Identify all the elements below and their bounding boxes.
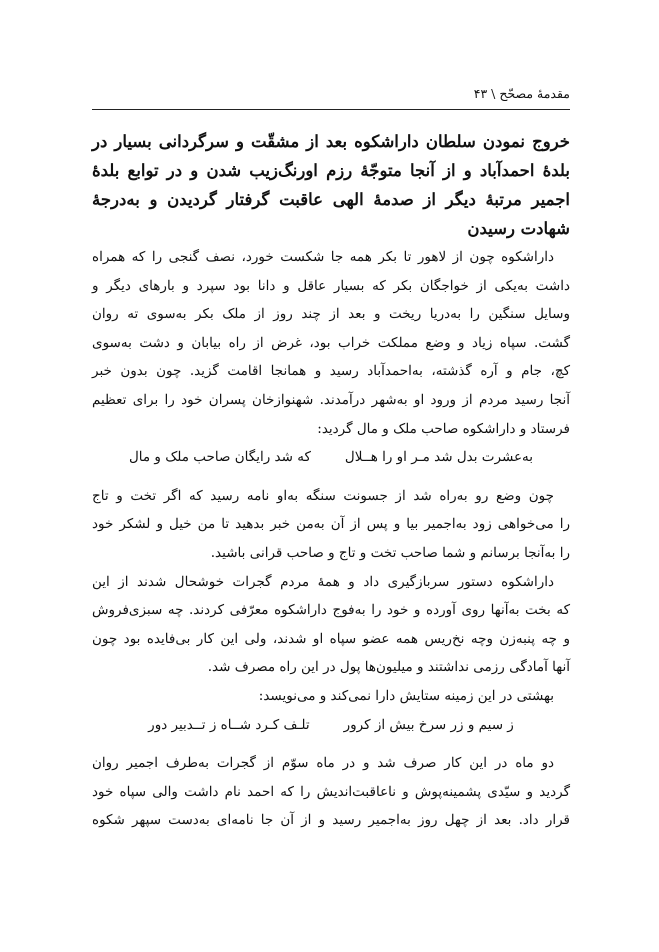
paragraph-3 bbox=[92, 568, 570, 682]
paragraph-2 bbox=[92, 482, 570, 568]
text-line: آنجا رسید مردم از ورود او به‌شهر درآمدند. شهنوازخان پسران خود را برای تعظیم bbox=[92, 391, 570, 408]
quote-intro: بهشتی در این زمینه ستایش دارا نمی‌کند و می‌نویسد: bbox=[258, 687, 554, 704]
verse-hemistich-right: به‌عشرت بدل شد مـر او را هــلال bbox=[344, 449, 534, 466]
text-line: گردید و سیّدی پشمینه‌پوش و ناعاقبت‌اندیش را که احمد نام داشت والی سپاه خود bbox=[92, 783, 570, 800]
text-line: گشت. سپاه زیاد و وضع مملکت خراب بود، غرض از راه بیابان و دشت به‌سوی bbox=[92, 334, 570, 351]
text-line: آنها آمادگی رزمی نداشتند و میلیون‌ها پول در این راه مصرف شد. bbox=[207, 659, 570, 676]
section-title-line: بلدهٔ احمدآباد و از آنجا متوجّهٔ رزم اورنگ‌زیب شدن و در توابع بلدهٔ bbox=[92, 161, 570, 180]
book-page bbox=[92, 84, 570, 835]
paragraph-4 bbox=[92, 749, 570, 835]
text-line: و چه پنبه‌زن وچه نخ‌ریس همه عضو سپاه او شدند، ولی این کار بی‌فایده بود چون bbox=[92, 630, 570, 647]
running-header: مقدمهٔ مصحّح \ ۴۳ bbox=[473, 86, 570, 101]
text-line: کچ، جام و آره گذشته، به‌احمدآباد رسید و همانجا اقامت گزید. چون بدون خبر bbox=[92, 363, 570, 380]
section-title-line: اجمیر مرتبهٔ دیگر از صدمهٔ الهی عاقبت گرفتار گردیدن و به‌درجهٔ bbox=[92, 190, 570, 209]
text-line: داشت به‌یکی از خواجگان بکر که بسیار عاقل و دانا بود سپرد و بارهای دیگر و bbox=[92, 277, 570, 294]
section-title bbox=[92, 127, 570, 243]
text-line: داراشکوه چون از لاهور تا بکر همه جا شکست خورد، نصف گنجی را که همراه bbox=[92, 249, 554, 265]
verse-hemistich-left: که شد رایگان صاحب ملک و مال bbox=[128, 449, 311, 466]
verse-hemistich-left: تلـف کـرد شــاه ز تــدبیر دور bbox=[148, 716, 310, 733]
text-line: دو ماه در این کار صرف شد و در ماه سوّم از گجرات به‌طرف اجمیر روان bbox=[92, 755, 554, 772]
section-title-line: شهادت رسیدن bbox=[467, 219, 570, 238]
text-line: وسایل سنگین را به‌دریا ریخت و بعد از چند روز از ملک بکر به‌سوی ته روان bbox=[92, 306, 570, 323]
text-line: را می‌خواهی زود به‌اجمیر بیا و پس از آن به‌من خبر بدهید تا من خیل و لشکر خود bbox=[92, 516, 570, 533]
paragraph-1 bbox=[92, 243, 570, 443]
text-line: فرستاد و داراشکوه صاحب ملک و مال گردید: bbox=[317, 420, 570, 437]
verse-2 bbox=[92, 711, 570, 740]
text-line: چون وضع رو به‌راه شد از جسونت سنگه به‌او نامه رسید که اگر تخت و تاج bbox=[92, 487, 554, 504]
text-line: را به‌آنجا برسانم و شما صاحب تخت و تاج و صاحب قرانی باشید. bbox=[210, 544, 570, 561]
verse-1 bbox=[92, 443, 570, 472]
verse-hemistich-right: ز سیم و زر سرخ بیش از کرور bbox=[343, 716, 514, 733]
header-divider bbox=[92, 109, 570, 110]
text-line: قرار داد. بعد از چهل روز به‌اجمیر رسید و از آن جا نامه‌ای به‌دست سپهر شکوه bbox=[92, 812, 570, 829]
section-title-line: خروج نمودن سلطان داراشکوه بعد از مشقّت و سرگردانی بسیار در bbox=[92, 132, 570, 151]
text-line: داراشکوه دستور سربازگیری داد و همهٔ مردم گجرات خوشحال شدند از این bbox=[92, 573, 554, 590]
text-line: که بخت به‌آنها روی آورده و خود را به‌فوج داراشکوه معرّفی کردند. چه سبزی‌فروش bbox=[92, 602, 570, 619]
